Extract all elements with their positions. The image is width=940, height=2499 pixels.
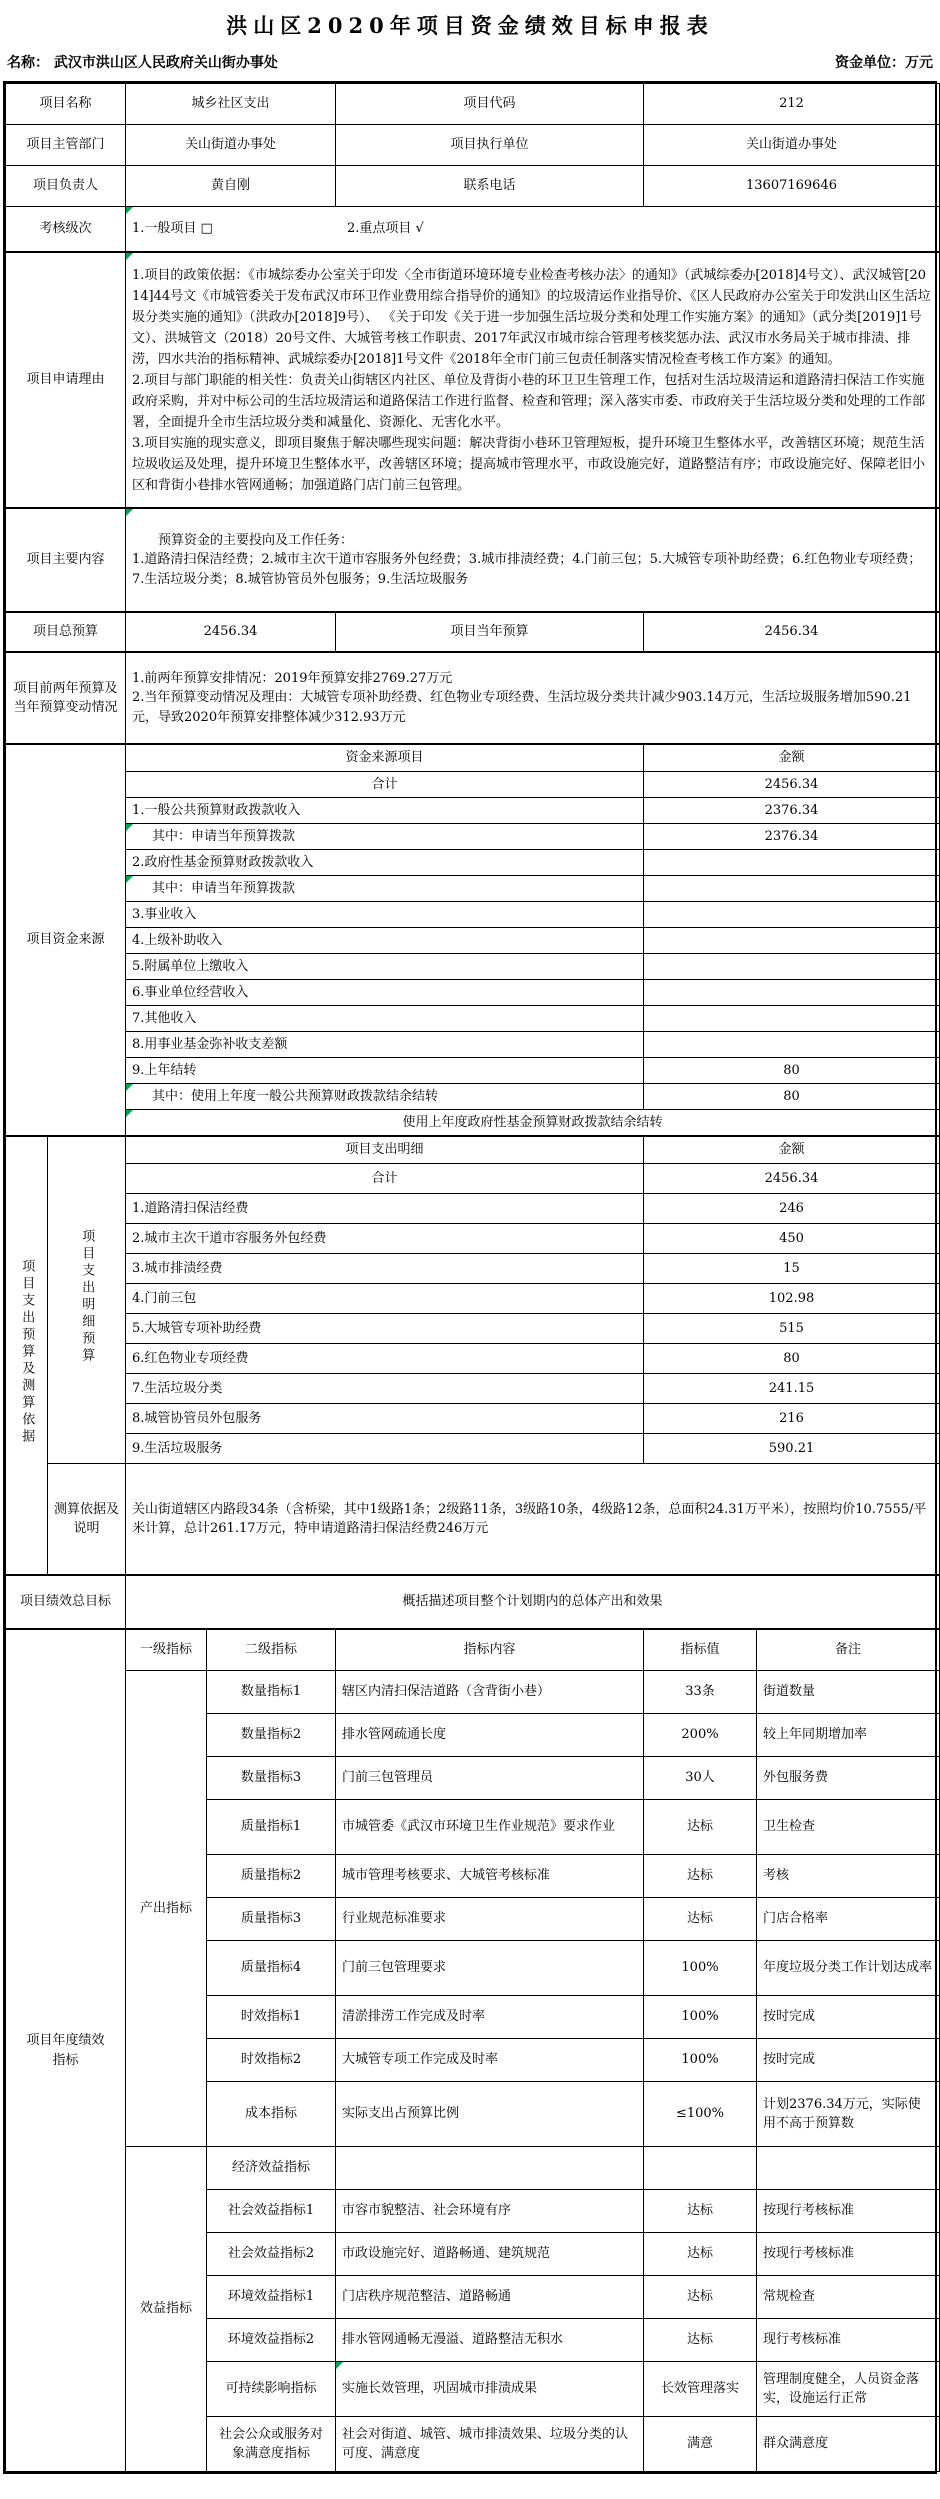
project-name-value: 城乡社区支出 xyxy=(126,84,336,125)
indicator-remark: 按时完成 xyxy=(757,1996,940,2039)
indicator-value: 33条 xyxy=(644,1671,757,1714)
reason-paragraph-1: 1.项目的政策依据：《市城综委办公室关于印发〈全市街道环境环境专业检查考核办法〉的通知》（武城综委办[2018]4号文）、武汉城管[2014]44号文《市城管委关于发布武汉市环卫作业费用综合指导价的通知》的垃圾清运作业指导价、《区人民政府办公室关于印发洪山区生活垃圾分类实施的通知》（洪政办[2018]9号）、 《关于印发《关于进一步加强生活垃圾分类和处理工作实施方案》的通知》（武分类[2019]1号文）、洪城管文（2018）20号文件、大城管考核工作职责、2017年武汉市城市综合管理考核奖惩办法、武汉市水务局关于城市排渍、排涝，四水共治的指标精神、武城综委办[2018]1号文件《2018年全市门前三包责任制落实情况检查考核工作方案》的通知。 xyxy=(132,267,931,367)
funding-row-name: 9.上年结转 xyxy=(126,1058,644,1084)
table-row xyxy=(6,125,940,166)
indicator-remark: 计划2376.34万元，实际使用不高于预算数 xyxy=(757,2082,940,2147)
indicator-value: 达标 xyxy=(644,2233,757,2276)
indicator-value: 达标 xyxy=(644,1898,757,1941)
meta-row xyxy=(3,50,937,81)
table-row xyxy=(6,745,940,772)
expense-table xyxy=(5,1136,940,1575)
header-content: 指标内容 xyxy=(336,1630,644,1671)
leader-label: 项目负责人 xyxy=(6,166,126,207)
indicator-content: 清淤排涝工作完成及时率 xyxy=(336,1996,644,2039)
org-name xyxy=(7,52,278,72)
table-row xyxy=(6,509,940,612)
funding-row-amount: 80 xyxy=(644,1058,940,1084)
main-content-label: 项目主要内容 xyxy=(6,509,126,612)
expense-row xyxy=(6,1404,940,1434)
indicator-content: 实际支出占预算比例 xyxy=(336,2082,644,2147)
exec-unit-value: 关山街道办事处 xyxy=(644,125,940,166)
table-row xyxy=(6,613,940,652)
main-content-line1: 预算资金的主要投向及工作任务： xyxy=(158,532,354,548)
page-title: 洪山区2020年项目资金绩效目标申报表 xyxy=(226,13,714,38)
indicator-content: 社会对街道、城管、城市排渍效果、垃圾分类的认可度、满意度 xyxy=(336,2417,644,2472)
indicator-level2: 质量指标4 xyxy=(207,1941,336,1996)
indicator-remark: 现行考核标准 xyxy=(757,2319,940,2362)
indicator-level2: 环境效益指标2 xyxy=(207,2319,336,2362)
table-row xyxy=(6,1630,940,1671)
funding-row-amount: 2376.34 xyxy=(644,824,940,850)
expense-row xyxy=(6,1194,940,1224)
indicator-value: 达标 xyxy=(644,1800,757,1855)
reason-table xyxy=(5,252,940,508)
expense-row-amount: 241.15 xyxy=(644,1374,940,1404)
indicator-remark: 年度垃圾分类工作计划达成率 xyxy=(757,1941,940,1996)
header-level2: 二级指标 xyxy=(207,1630,336,1671)
expense-row-name: 7.生活垃圾分类 xyxy=(126,1374,644,1404)
expense-row-name: 8.城管协管员外包服务 xyxy=(126,1404,644,1434)
indicator-level2: 时效指标2 xyxy=(207,2039,336,2082)
year-budget-label: 项目当年预算 xyxy=(336,613,644,652)
funding-row-amount xyxy=(644,1032,940,1058)
funding-row xyxy=(6,1032,940,1058)
year-budget-value: 2456.34 xyxy=(644,613,940,652)
prior-budget-label: 项目前两年预算及当年预算变动情况 xyxy=(6,653,126,744)
indicator-remark: 管理制度健全，人员资金落实，设施运行正常 xyxy=(757,2362,940,2417)
funding-row-name: 4.上级补助收入 xyxy=(126,928,644,954)
indicator-content: 辖区内清扫保洁道路（含背街小巷） xyxy=(336,1671,644,1714)
table-row xyxy=(6,1464,940,1575)
info-table xyxy=(5,83,940,252)
header-remark: 备注 xyxy=(757,1630,940,1671)
expense-row xyxy=(6,1374,940,1404)
expense-row-amount: 80 xyxy=(644,1344,940,1374)
expense-col-header-item: 项目支出明细 xyxy=(126,1137,644,1164)
funding-row-name: 2.政府性基金预算财政拨款收入 xyxy=(126,850,644,876)
org-name-value: 武汉市洪山区人民政府关山街办事处 xyxy=(53,55,278,71)
funding-row xyxy=(6,954,940,980)
expense-row-amount: 515 xyxy=(644,1314,940,1344)
basis-label-text: 测算依据及说明 xyxy=(54,1501,120,1536)
phone-label: 联系电话 xyxy=(336,166,644,207)
expense-row-amount: 450 xyxy=(644,1224,940,1254)
overall-goal-table xyxy=(5,1575,940,1629)
funding-row-name: 3.事业收入 xyxy=(126,902,644,928)
funding-section-label: 项目资金来源 xyxy=(6,745,126,1136)
funding-row xyxy=(6,1058,940,1084)
indicator-value: 100% xyxy=(644,1941,757,1996)
expense-row-amount: 2456.34 xyxy=(644,1164,940,1194)
indicator-value: ≤100% xyxy=(644,2082,757,2147)
assess-option-key: 2.重点项目 √ xyxy=(347,221,424,237)
indicator-level2: 数量指标1 xyxy=(207,1671,336,1714)
expense-section-label xyxy=(6,1137,48,1575)
assess-level-label: 考核级次 xyxy=(6,207,126,252)
prior-budget-line2: 2.当年预算变动情况及理由：大城管专项补助经费、红色物业专项经费、生活垃圾分类共计减少903.14万元，生活垃圾服务增加590.21元，导致2020年预算安排整体减少312.93万元 xyxy=(132,690,912,725)
indicator-value: 达标 xyxy=(644,2190,757,2233)
funding-row-name: 8.用事业基金弥补收支差额 xyxy=(126,1032,644,1058)
funding-row-name: 其中：使用上年度一般公共预算财政拨款结余结转 xyxy=(126,1084,644,1110)
annual-indicator-table xyxy=(5,1629,940,2472)
expense-col-header-amount: 金额 xyxy=(644,1137,940,1164)
indicator-value: 达标 xyxy=(644,2276,757,2319)
indicator-remark: 较上年同期增加率 xyxy=(757,1714,940,1757)
indicator-content: 大城管专项工作完成及时率 xyxy=(336,2039,644,2082)
annual-section-label xyxy=(6,1630,126,2472)
expense-row xyxy=(6,1224,940,1254)
funding-row-name: 5.附属单位上缴收入 xyxy=(126,954,644,980)
overall-goal-value: 概括描述项目整个计划期内的总体产出和效果 xyxy=(126,1576,940,1629)
funding-row xyxy=(6,772,940,798)
indicator-remark: 群众满意度 xyxy=(757,2417,940,2472)
total-budget-label: 项目总预算 xyxy=(6,613,126,652)
prior-budget-table xyxy=(5,652,940,744)
header-value: 指标值 xyxy=(644,1630,757,1671)
reason-paragraph-2: 2.项目与部门职能的相关性：负责关山街辖区内社区、单位及背街小巷的环卫卫生管理工作，包括对生活垃圾清运和道路清扫保洁工作实施政府采购，并对中标公司的生活垃圾清运和道路保洁工作进行监督、检查和管理；深入落实市委、市政府关于生活垃圾分类和处理的工作部署，全面提升全市生活垃圾分类和减量化、资源化、无害化水平。 xyxy=(132,372,926,430)
funding-row-name: 其中：申请当年预算拨款 xyxy=(126,876,644,902)
indicator-remark: 卫生检查 xyxy=(757,1800,940,1855)
indicator-level2: 社会效益指标2 xyxy=(207,2233,336,2276)
expense-row-amount: 246 xyxy=(644,1194,940,1224)
indicator-remark: 外包服务费 xyxy=(757,1757,940,1800)
phone-value: 13607169646 xyxy=(644,166,940,207)
indicator-value: 达标 xyxy=(644,2319,757,2362)
indicator-content: 门店秩序规范整洁、道路畅通 xyxy=(336,2276,644,2319)
indicator-content: 市政设施完好、道路畅通、建筑规范 xyxy=(336,2233,644,2276)
group-benefit-indicators: 效益指标 xyxy=(126,2147,207,2472)
expense-detail-label-text: 项目支出明细预算 xyxy=(79,1228,95,1365)
funding-row-amount xyxy=(644,876,940,902)
expense-row-amount: 590.21 xyxy=(644,1434,940,1464)
basis-value: 关山街道辖区内路段34条（含桥梁，其中1级路1条；2级路11条，3级路10条，4级路12条，总面积24.31万平米），按照均价10.7555/平米计算，总计261.17万元，特申请道路清扫保洁经费246万元 xyxy=(126,1464,940,1575)
funding-row xyxy=(6,798,940,824)
funding-row-amount xyxy=(644,954,940,980)
project-code-label: 项目代码 xyxy=(336,84,644,125)
indicator-remark: 门店合格率 xyxy=(757,1898,940,1941)
indicator-row xyxy=(6,1671,940,1714)
reason-value xyxy=(126,253,940,508)
funding-row xyxy=(6,1006,940,1032)
funding-table xyxy=(5,744,940,1136)
group-output-indicators: 产出指标 xyxy=(126,1671,207,2147)
header-level1: 一级指标 xyxy=(126,1630,207,1671)
funding-row-amount xyxy=(644,928,940,954)
expense-row-amount: 216 xyxy=(644,1404,940,1434)
indicator-value: 30人 xyxy=(644,1757,757,1800)
exec-unit-label: 项目执行单位 xyxy=(336,125,644,166)
assess-level-value xyxy=(126,207,940,252)
expense-section-label-text: 项目支出预算及测算依据 xyxy=(19,1258,35,1446)
indicator-level2: 质量指标3 xyxy=(207,1898,336,1941)
indicator-value xyxy=(644,2147,757,2190)
table-row xyxy=(6,253,940,508)
expense-row-name: 6.红色物业专项经费 xyxy=(126,1344,644,1374)
indicator-content: 门前三包管理要求 xyxy=(336,1941,644,1996)
indicator-level2: 社会公众或服务对象满意度指标 xyxy=(207,2417,336,2472)
indicator-level2: 成本指标 xyxy=(207,2082,336,2147)
expense-detail-label xyxy=(48,1137,126,1464)
table-row xyxy=(6,207,940,252)
annual-section-label-text: 项目年度绩效指标 xyxy=(26,2033,105,2068)
indicator-value: 长效管理落实 xyxy=(644,2362,757,2417)
funding-row-amount: 2456.34 xyxy=(644,772,940,798)
project-code-value: 212 xyxy=(644,84,940,125)
expense-row xyxy=(6,1314,940,1344)
project-name-label: 项目名称 xyxy=(6,84,126,125)
funding-row xyxy=(6,1084,940,1110)
funding-row xyxy=(6,1110,940,1136)
indicator-level2: 环境效益指标1 xyxy=(207,2276,336,2319)
indicator-level2: 时效指标1 xyxy=(207,1996,336,2039)
funding-row-name: 1.一般公共预算财政拨款收入 xyxy=(126,798,644,824)
expense-row-name: 合计 xyxy=(126,1164,644,1194)
reason-paragraph-3: 3.项目实施的现实意义，即项目聚焦于解决哪些现实问题：解决背街小巷环卫管理短板，提升环境卫生整体水平，改善辖区环境；规范生活垃圾收运及处理，提升环境卫生整体水平，改善辖区环境；提高城市管理水平，市政设施完好，道路整洁有序；市政设施完好、保障老旧小区和背街小巷排水管网通畅；加强道路门店门前三包管理。 xyxy=(132,435,926,493)
basis-label xyxy=(48,1464,126,1575)
form-table xyxy=(3,81,937,2474)
expense-row xyxy=(6,1284,940,1314)
indicator-value: 100% xyxy=(644,1996,757,2039)
indicator-content: 门前三包管理员 xyxy=(336,1757,644,1800)
indicator-value: 200% xyxy=(644,1714,757,1757)
table-row xyxy=(6,1137,940,1164)
funding-row-amount: 80 xyxy=(644,1084,940,1110)
funding-row xyxy=(6,824,940,850)
indicator-remark: 考核 xyxy=(757,1855,940,1898)
indicator-content xyxy=(336,2147,644,2190)
main-content-table xyxy=(5,508,940,612)
funding-row-name: 7.其他收入 xyxy=(126,1006,644,1032)
indicator-level2: 经济效益指标 xyxy=(207,2147,336,2190)
funding-row-amount xyxy=(644,980,940,1006)
indicator-level2: 质量指标2 xyxy=(207,1855,336,1898)
expense-row-name: 3.城市排渍经费 xyxy=(126,1254,644,1284)
prior-budget-value xyxy=(126,653,940,744)
indicator-row xyxy=(6,2147,940,2190)
reason-label: 项目申请理由 xyxy=(6,253,126,508)
expense-row-amount: 102.98 xyxy=(644,1284,940,1314)
funding-row-amount xyxy=(644,850,940,876)
funding-row-name: 6.事业单位经营收入 xyxy=(126,980,644,1006)
indicator-content: 实施长效管理，巩固城市排渍成果 xyxy=(336,2362,644,2417)
funding-row xyxy=(6,850,940,876)
funding-row-amount xyxy=(644,902,940,928)
total-budget-value: 2456.34 xyxy=(126,613,336,652)
prior-budget-line1: 1.前两年预算安排情况：2019年预算安排2769.27万元 xyxy=(132,670,453,686)
indicator-value: 100% xyxy=(644,2039,757,2082)
funding-row xyxy=(6,980,940,1006)
indicator-value: 满意 xyxy=(644,2417,757,2472)
expense-row-name: 9.生活垃圾服务 xyxy=(126,1434,644,1464)
indicator-content: 排水管网疏通长度 xyxy=(336,1714,644,1757)
indicator-remark: 按现行考核标准 xyxy=(757,2190,940,2233)
indicator-value: 达标 xyxy=(644,1855,757,1898)
indicator-level2: 数量指标2 xyxy=(207,1714,336,1757)
indicator-content: 城市管理考核要求、大城管考核标准 xyxy=(336,1855,644,1898)
funding-col-header-amount: 金额 xyxy=(644,745,940,772)
indicator-level2: 数量指标3 xyxy=(207,1757,336,1800)
dept-value: 关山街道办事处 xyxy=(126,125,336,166)
expense-row-name: 2.城市主次干道市容服务外包经费 xyxy=(126,1224,644,1254)
expense-row-name: 1.道路清扫保洁经费 xyxy=(126,1194,644,1224)
funding-row-name: 其中：申请当年预算拨款 xyxy=(126,824,644,850)
indicator-remark: 街道数量 xyxy=(757,1671,940,1714)
assess-option-general: 1.一般项目 □ xyxy=(132,221,213,237)
table-row xyxy=(6,653,940,744)
indicator-level2: 可持续影响指标 xyxy=(207,2362,336,2417)
expense-row-name: 4.门前三包 xyxy=(126,1284,644,1314)
funding-col-header-item: 资金来源项目 xyxy=(126,745,644,772)
indicator-level2: 质量指标1 xyxy=(207,1800,336,1855)
indicator-content: 市容市貌整洁、社会环境有序 xyxy=(336,2190,644,2233)
funding-row-amount: 2376.34 xyxy=(644,798,940,824)
indicator-content: 排水管网通畅无漫溢、道路整洁无积水 xyxy=(336,2319,644,2362)
funding-row xyxy=(6,876,940,902)
overall-goal-label: 项目绩效总目标 xyxy=(6,1576,126,1629)
org-name-label: 名称： xyxy=(7,55,49,71)
indicator-remark: 常规检查 xyxy=(757,2276,940,2319)
indicator-remark xyxy=(757,2147,940,2190)
indicator-level2: 社会效益指标1 xyxy=(207,2190,336,2233)
funding-row xyxy=(6,928,940,954)
expense-row xyxy=(6,1164,940,1194)
indicator-content: 市城管委《武汉市环境卫生作业规范》要求作业 xyxy=(336,1800,644,1855)
main-content-line2: 1.道路清扫保洁经费；2.城市主次干道市容服务外包经费；3.城市排渍经费；4.门前三包；5.大城管专项补助经费；6.红色物业专项经费；7.生活垃圾分类；8.城管协管员外包服务；9.生活垃圾服务 xyxy=(132,552,922,587)
funding-row-amount xyxy=(644,1006,940,1032)
table-row xyxy=(6,166,940,207)
expense-row xyxy=(6,1254,940,1284)
fund-unit: 资金单位：万元 xyxy=(835,55,933,71)
indicator-remark: 按时完成 xyxy=(757,2039,940,2082)
main-content-value xyxy=(126,509,940,612)
expense-row xyxy=(6,1344,940,1374)
expense-row xyxy=(6,1434,940,1464)
expense-row-name: 5.大城管专项补助经费 xyxy=(126,1314,644,1344)
funding-row-name: 合计 xyxy=(126,772,644,798)
indicator-content: 行业规范标准要求 xyxy=(336,1898,644,1941)
dept-label: 项目主管部门 xyxy=(6,125,126,166)
indicator-remark: 按现行考核标准 xyxy=(757,2233,940,2276)
leader-value: 黄自刚 xyxy=(126,166,336,207)
budget-table xyxy=(5,612,940,652)
expense-row-amount: 15 xyxy=(644,1254,940,1284)
table-row xyxy=(6,84,940,125)
funding-row-name: 使用上年度政府性基金预算财政拨款结余结转 xyxy=(126,1110,940,1136)
table-row xyxy=(6,1576,940,1629)
funding-row xyxy=(6,902,940,928)
